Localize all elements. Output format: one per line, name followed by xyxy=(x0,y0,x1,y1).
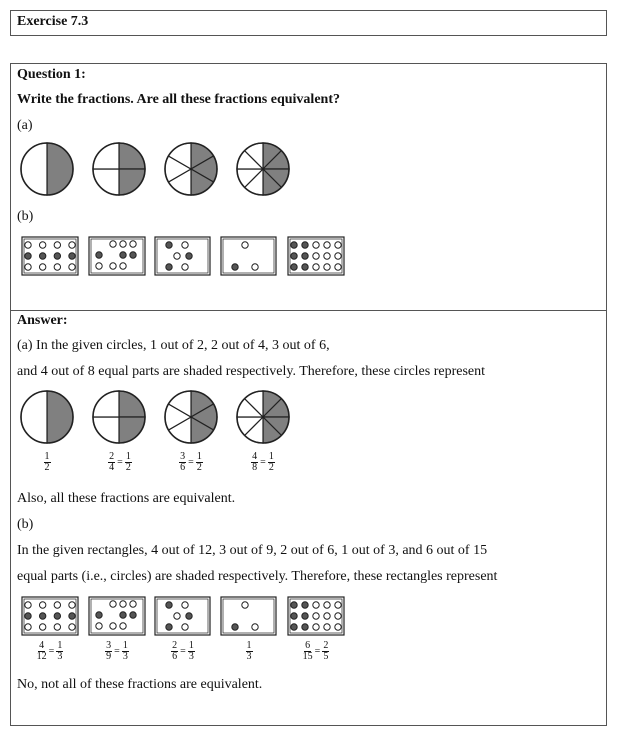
unshaded-dot xyxy=(54,624,60,630)
shaded-dot xyxy=(39,253,45,259)
unshaded-dot xyxy=(242,602,248,608)
fraction-label xyxy=(161,452,221,473)
exercise-title: Exercise 7.3 xyxy=(17,14,89,29)
shaded-dot xyxy=(69,253,75,259)
answer-circles-figure xyxy=(20,389,310,445)
unshaded-dot xyxy=(120,241,126,247)
unshaded-dot xyxy=(25,242,31,248)
unshaded-dot xyxy=(324,602,330,608)
answer-b-conclusion: No, not all of these fractions are equivalent. xyxy=(17,677,263,692)
unshaded-dot xyxy=(110,263,116,269)
numerator: 4 xyxy=(252,451,258,462)
shaded-dot xyxy=(302,624,308,630)
question-prompt: Write the fractions. Are all these fractions equivalent? xyxy=(17,92,340,107)
unshaded-dot xyxy=(335,613,341,619)
shaded-dot xyxy=(232,264,238,270)
equals-sign: = xyxy=(117,457,123,468)
shaded-dot xyxy=(166,264,172,270)
shaded-dot xyxy=(302,264,308,270)
fraction-circle xyxy=(93,143,145,195)
unshaded-dot xyxy=(130,601,136,607)
equals-sign: = xyxy=(114,646,120,657)
equals-sign: = xyxy=(188,457,194,468)
denominator: 2 xyxy=(44,462,50,473)
unshaded-dot xyxy=(324,613,330,619)
answer-b-line2: equal parts (i.e., circles) are shaded respectively. Therefore, these rectangles represent xyxy=(17,569,498,584)
section-divider xyxy=(11,310,606,311)
unshaded-dot xyxy=(324,253,330,259)
denominator: 3 xyxy=(122,651,128,662)
unshaded-dot xyxy=(252,624,258,630)
shaded-dot xyxy=(54,253,60,259)
denominator: 9 xyxy=(106,651,112,662)
rectangle-outline xyxy=(221,237,276,275)
unshaded-dot xyxy=(324,264,330,270)
fraction-circle xyxy=(21,143,73,195)
unshaded-dot xyxy=(313,264,319,270)
dot-rectangle xyxy=(221,237,276,275)
unshaded-dot xyxy=(69,602,75,608)
answer-rectangles-figure xyxy=(21,595,346,637)
unshaded-dot xyxy=(335,624,341,630)
fraction xyxy=(196,452,203,473)
unshaded-dot xyxy=(182,602,188,608)
shaded-dot xyxy=(166,602,172,608)
answer-heading: Answer: xyxy=(17,313,68,328)
answer-a-conclusion: Also, all these fractions are equivalent. xyxy=(17,491,236,506)
unshaded-dot xyxy=(335,264,341,270)
denominator: 2 xyxy=(196,462,202,473)
numerator: 1 xyxy=(196,451,202,462)
fraction xyxy=(246,641,253,662)
fraction-circle xyxy=(21,391,73,443)
fraction xyxy=(37,641,47,662)
shaded-dot xyxy=(302,242,308,248)
shaded-dot xyxy=(291,242,297,248)
fraction-circle xyxy=(165,143,217,195)
shaded-dot xyxy=(166,624,172,630)
exercise-title-box xyxy=(10,10,607,36)
unshaded-sector xyxy=(21,143,47,195)
shaded-dot xyxy=(232,624,238,630)
numerator: 2 xyxy=(109,451,115,462)
fraction xyxy=(122,641,129,662)
unshaded-dot xyxy=(324,242,330,248)
shaded-dot xyxy=(291,613,297,619)
shaded-dot xyxy=(69,613,75,619)
dot-rectangle xyxy=(221,597,276,635)
numerator: 2 xyxy=(323,640,329,651)
unshaded-dot xyxy=(335,242,341,248)
shaded-dot xyxy=(25,253,31,259)
equals-sign: = xyxy=(314,646,321,657)
unshaded-dot xyxy=(313,602,319,608)
numerator: 2 xyxy=(172,640,178,651)
fraction-label xyxy=(153,641,213,662)
denominator: 2 xyxy=(268,462,274,473)
shaded-dot xyxy=(302,602,308,608)
numerator: 1 xyxy=(188,640,194,651)
answer-a-line1: (a) In the given circles, 1 out of 2, 2 out of 4, 3 out of 6, xyxy=(17,338,330,353)
unshaded-dot xyxy=(242,242,248,248)
answer-a-line2: and 4 out of 8 equal parts are shaded respectively. Therefore, these circles represent xyxy=(17,364,486,379)
equals-sign: = xyxy=(48,646,55,657)
fraction-label xyxy=(17,452,77,473)
fraction xyxy=(303,641,313,662)
unshaded-dot xyxy=(313,253,319,259)
numerator: 1 xyxy=(44,451,50,462)
denominator: 15 xyxy=(302,651,313,662)
shaded-dot xyxy=(291,253,297,259)
shaded-dot xyxy=(291,624,297,630)
denominator: 6 xyxy=(180,462,186,473)
dot-rectangle xyxy=(155,237,210,275)
unshaded-dot xyxy=(174,613,180,619)
question-rectangles-figure xyxy=(21,235,346,277)
shaded-dot xyxy=(291,602,297,608)
equals-sign: = xyxy=(180,646,186,657)
unshaded-dot xyxy=(69,264,75,270)
fraction xyxy=(251,452,258,473)
unshaded-dot xyxy=(182,264,188,270)
unshaded-dot xyxy=(182,624,188,630)
dot-rectangle xyxy=(89,597,145,635)
denominator: 5 xyxy=(323,651,329,662)
fraction xyxy=(125,452,132,473)
shaded-dot xyxy=(130,612,136,618)
fraction-label xyxy=(286,641,346,662)
denominator: 12 xyxy=(36,651,47,662)
unshaded-dot xyxy=(69,624,75,630)
fraction xyxy=(105,641,112,662)
unshaded-sector xyxy=(21,391,47,443)
question-heading: Question 1: xyxy=(17,67,86,82)
answer-b-line1: In the given rectangles, 4 out of 12, 3 out of 9, 2 out of 6, 1 out of 3, and 6 out of 15 xyxy=(17,543,488,558)
unshaded-dot xyxy=(54,242,60,248)
fraction xyxy=(179,452,186,473)
shaded-dot xyxy=(166,242,172,248)
unshaded-dot xyxy=(130,241,136,247)
fraction-circle xyxy=(165,391,217,443)
unshaded-dot xyxy=(324,624,330,630)
denominator: 2 xyxy=(125,462,131,473)
question-circles-figure xyxy=(20,141,310,197)
numerator: 1 xyxy=(125,451,131,462)
fraction xyxy=(268,452,275,473)
unshaded-dot xyxy=(120,601,126,607)
shaded-dot xyxy=(120,612,126,618)
numerator: 1 xyxy=(122,640,128,651)
shaded-dot xyxy=(302,253,308,259)
denominator: 3 xyxy=(188,651,194,662)
unshaded-dot xyxy=(313,624,319,630)
unshaded-dot xyxy=(96,623,102,629)
unshaded-dot xyxy=(54,602,60,608)
unshaded-dot xyxy=(313,613,319,619)
unshaded-dot xyxy=(25,264,31,270)
unshaded-dot xyxy=(313,242,319,248)
dot-rectangle xyxy=(22,597,78,635)
denominator: 8 xyxy=(252,462,258,473)
unshaded-dot xyxy=(174,253,180,259)
equals-sign: = xyxy=(260,457,266,468)
numerator: 1 xyxy=(268,451,274,462)
dot-rectangle xyxy=(22,237,78,275)
shaded-dot xyxy=(186,613,192,619)
shaded-dot xyxy=(54,613,60,619)
question-part-a-label: (a) xyxy=(17,118,33,133)
unshaded-dot xyxy=(120,623,126,629)
denominator: 6 xyxy=(172,651,178,662)
fraction xyxy=(44,452,51,473)
shaded-dot xyxy=(39,613,45,619)
unshaded-dot xyxy=(39,602,45,608)
fraction xyxy=(322,641,329,662)
fraction xyxy=(56,641,63,662)
unshaded-dot xyxy=(110,241,116,247)
shaded-sector xyxy=(47,391,73,443)
unshaded-dot xyxy=(25,624,31,630)
denominator: 3 xyxy=(57,651,63,662)
unshaded-dot xyxy=(39,264,45,270)
fraction xyxy=(108,452,115,473)
numerator: 3 xyxy=(180,451,186,462)
denominator: 3 xyxy=(246,651,252,662)
unshaded-dot xyxy=(182,242,188,248)
dot-rectangle xyxy=(288,597,344,635)
fraction-label xyxy=(90,452,150,473)
numerator: 3 xyxy=(106,640,112,651)
answer-part-b-label: (b) xyxy=(17,517,34,532)
numerator: 1 xyxy=(246,640,252,651)
shaded-dot xyxy=(120,252,126,258)
rectangle-outline xyxy=(221,597,276,635)
unshaded-dot xyxy=(39,242,45,248)
unshaded-dot xyxy=(25,602,31,608)
shaded-dot xyxy=(186,253,192,259)
shaded-dot xyxy=(96,252,102,258)
numerator: 1 xyxy=(57,640,63,651)
denominator: 4 xyxy=(109,462,115,473)
numerator: 6 xyxy=(305,640,311,651)
unshaded-dot xyxy=(120,263,126,269)
shaded-dot xyxy=(130,252,136,258)
unshaded-dot xyxy=(69,242,75,248)
unshaded-dot xyxy=(39,624,45,630)
unshaded-dot xyxy=(335,253,341,259)
unshaded-dot xyxy=(54,264,60,270)
dot-rectangle xyxy=(89,237,145,275)
shaded-dot xyxy=(302,613,308,619)
dot-rectangle xyxy=(288,237,344,275)
unshaded-dot xyxy=(110,623,116,629)
fraction xyxy=(171,641,178,662)
fraction-label xyxy=(87,641,147,662)
fraction-circle xyxy=(237,391,289,443)
unshaded-dot xyxy=(335,602,341,608)
shaded-sector xyxy=(47,143,73,195)
dot-rectangle xyxy=(155,597,210,635)
fraction-label xyxy=(219,641,279,662)
shaded-dot xyxy=(96,612,102,618)
unshaded-dot xyxy=(252,264,258,270)
question-answer-box xyxy=(10,63,607,726)
shaded-dot xyxy=(291,264,297,270)
unshaded-dot xyxy=(110,601,116,607)
fraction-label xyxy=(233,452,293,473)
fraction xyxy=(188,641,195,662)
question-part-b-label: (b) xyxy=(17,209,34,224)
fraction-circle xyxy=(93,391,145,443)
fraction-circle xyxy=(237,143,289,195)
shaded-dot xyxy=(25,613,31,619)
fraction-label xyxy=(20,641,80,662)
numerator: 4 xyxy=(39,640,45,651)
unshaded-dot xyxy=(96,263,102,269)
